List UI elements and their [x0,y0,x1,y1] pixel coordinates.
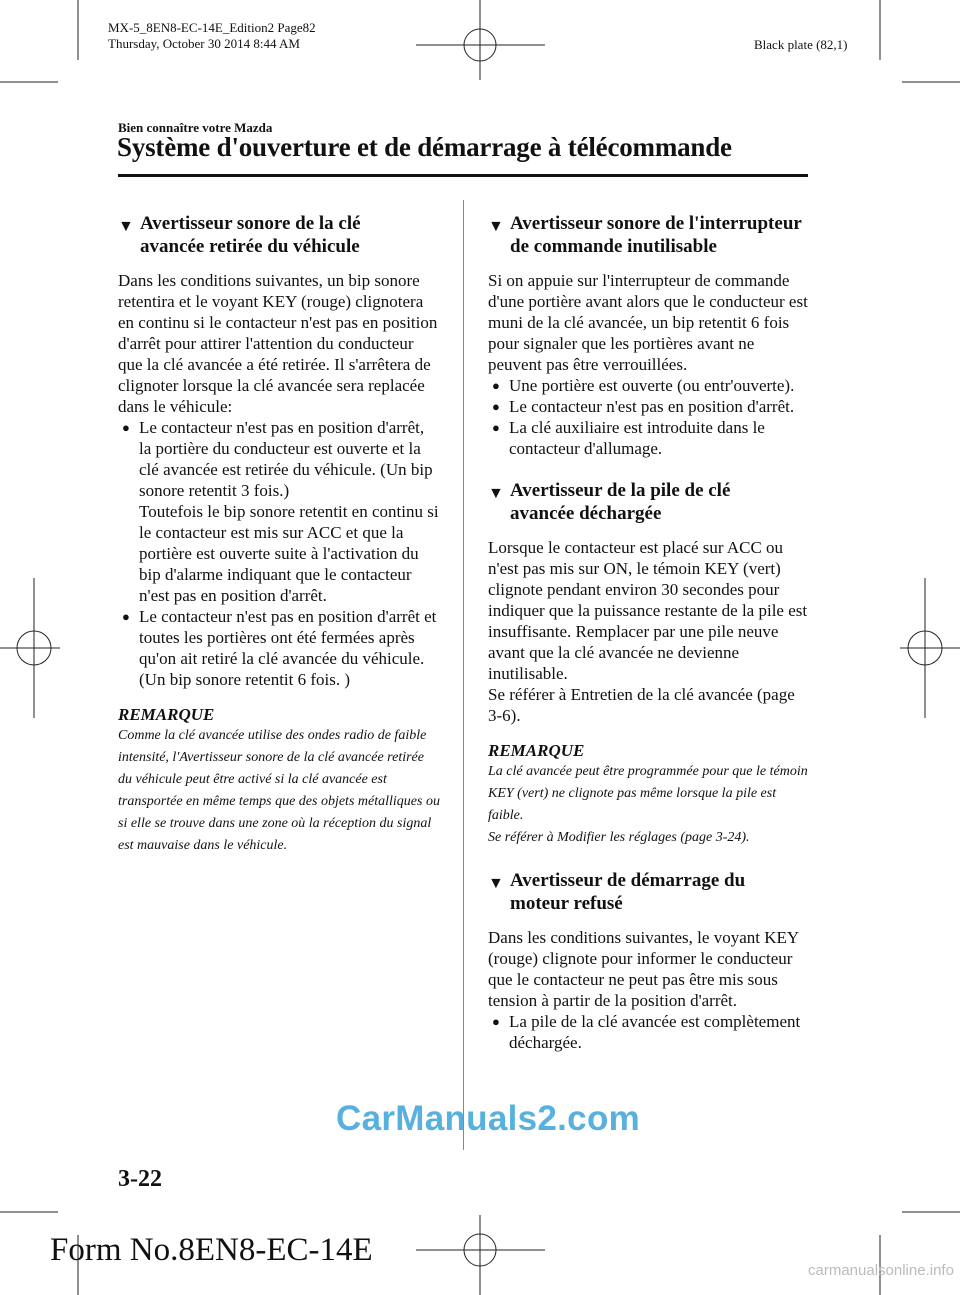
section-title-line: Avertisseur sonore de l'interrupteur [510,213,802,234]
section-intro: Si on appuie sur l'interrupteur de commande d'une portière avant alors que le conducteur est muni de la clé avancée, un bip retentit 6 fois pour signaler que les portières avant ne peuvent pas être verrouillées. [488,271,808,374]
bullet-text: Le contacteur n'est pas en position d'arrêt. [509,397,795,416]
triangle-marker-icon: ▼ [118,218,134,235]
triangle-marker-icon: ▼ [488,485,504,502]
print-header-line2: Thursday, October 30 2014 8:44 AM [108,36,300,51]
section-body: Lorsque le contacteur est placé sur ACC ou n'est pas mis sur ON, le témoin KEY (vert) clignote pendant environ 30 secondes pour indiquer que la puissance restante de la pile est insuffisante. Remplacer par une pile neuve avant que la clé avancée ne devienne inutilisable. [488,538,808,683]
section-title-line: moteur refusé [510,893,623,914]
bullet-item [118,417,440,501]
bullet-icon: ● [492,378,500,393]
column-divider [463,200,464,1150]
spacer [488,459,810,479]
note-label: REMARQUE [118,705,215,724]
bullet-icon: ● [492,399,500,414]
bullet-text: Le contacteur n'est pas en position d'arrêt, la portière du conducteur est ouverte et la clé avancée est retirée du véhicule. (Un bip sonore retentit 3 fois.) [139,418,433,500]
bullet-item [488,375,810,396]
section-title-line: Avertisseur de démarrage du [510,870,746,891]
watermark-logo: CarManuals2.com [336,1099,641,1138]
page-title: Système d'ouverture et de démarrage à télécommande [117,132,732,162]
print-header-line1: MX-5_8EN8-EC-14E_Edition2 Page82 [108,20,316,35]
print-header [108,20,316,52]
spacer [488,849,810,869]
bullet-continuation: Toutefois le bip sonore retentit en continu si le contacteur est mis sur ACC et que la portière est ouverte suite à l'activation du bip d'alarme indiquant que le contacteur n'est pas en position d'arrêt. [139,502,439,605]
section-heading-switch-unusable [488,212,810,258]
right-column [488,212,810,1053]
bullet-item [118,606,440,690]
bullet-text: La clé auxiliaire est introduite dans le contacteur d'allumage. [509,418,765,458]
bullet-icon: ● [492,420,500,435]
bullet-item [488,396,810,417]
footer-watermark: carmanualsonline.info [808,1262,954,1279]
bullet-text: La pile de la clé avancée est complètement déchargée. [509,1012,801,1052]
section-intro: Dans les conditions suivantes, un bip sonore retentira et le voyant KEY (rouge) clignotera en continu si le contacteur n'est pas en position d'arrêt pour attirer l'attention du conducteur que la clé avancée a été retirée. Il s'arrêtera de clignoter lorsque la clé avancée sera replacée dans le véhicule: [118,271,438,416]
bullet-item [488,417,810,459]
note-text: La clé avancée peut être programmée pour que le témoin KEY (vert) ne clignote pas même lorsque la pile est faible. [488,764,808,823]
bullet-icon: ● [122,609,130,624]
triangle-marker-icon: ▼ [488,218,504,235]
bullet-text: Une portière est ouverte (ou entr'ouverte). [509,376,795,395]
bullet-item [488,1011,810,1053]
left-column [118,212,440,857]
section-heading-key-removed [118,212,440,258]
section-heading-start-refused [488,869,810,915]
section-title-line: de commande inutilisable [510,236,717,257]
triangle-marker-icon: ▼ [488,875,504,892]
section-title-line: avancée retirée du véhicule [140,236,360,257]
breadcrumb: Bien connaître votre Mazda [118,120,273,135]
section-title-line: Avertisseur sonore de la clé [140,213,361,234]
page-number: 3-22 [118,1166,162,1192]
section-intro: Dans les conditions suivantes, le voyant KEY (rouge) clignote pour informer le conducteur que le contacteur ne peut pas être mis sous tension à partir de la position d'arrêt. [488,928,799,1010]
bullet-icon: ● [492,1014,500,1029]
note-label: REMARQUE [488,741,585,760]
note-text: Comme la clé avancée utilise des ondes radio de faible intensité, l'Avertisseur sonore de la clé avancée retirée du véhicule peut être activé si la clé avancée est transportée en même temps que des objets métalliques ou si elle se trouve dans une zone où la réception du signal est mauvaise dans le véhicule. [118,728,440,853]
section-title-line: avancée déchargée [510,503,662,524]
section-reference: Se référer à Entretien de la clé avancée (page 3-6). [488,685,795,725]
section-heading-battery-low [488,479,810,525]
plate-label: Black plate (82,1) [754,37,848,52]
section-title-line: Avertisseur de la pile de clé [510,480,731,501]
note-reference: Se référer à Modifier les réglages (page 3-24). [488,830,750,845]
title-divider [118,174,808,177]
form-number: Form No.8EN8-EC-14E [50,1232,373,1268]
bullet-icon: ● [122,420,130,435]
bullet-text: Le contacteur n'est pas en position d'arrêt et toutes les portières ont été fermées après qu'on ait retiré la clé avancée du véhicule. (Un bip sonore retentit 6 fois. ) [139,607,437,689]
